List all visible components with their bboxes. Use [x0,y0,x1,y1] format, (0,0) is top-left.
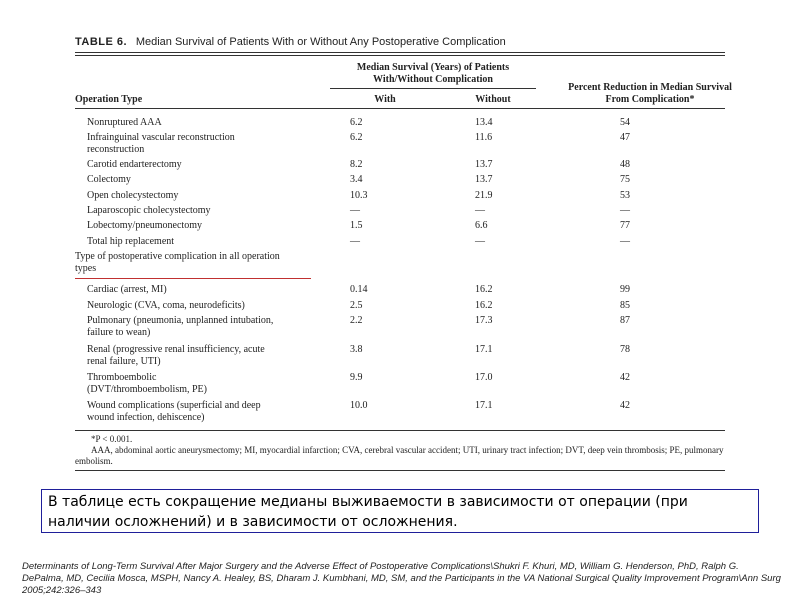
row-name: Carotid endarterectomy [87,159,182,170]
row-with: — [350,236,360,247]
complication-name: Pulmonary (pneumonia, unplanned intubation, failure to wean) [87,315,274,338]
row-pct: 75 [620,174,630,185]
complication-pct: 87 [620,315,630,326]
section-label: Type of postoperative complication in all operation types [75,251,280,274]
complication-pct: 85 [620,300,630,311]
table-footnotes [75,430,725,471]
row-name: Colectomy [87,174,131,185]
complication-with: 10.0 [350,400,368,411]
complication-without: 17.1 [475,344,493,355]
row-without: 21.9 [475,190,493,201]
complication-name: Renal (progressive renal insufficiency, acute renal failure, UTI) [87,344,265,367]
complication-pct: 42 [620,372,630,383]
row-with: — [350,205,360,216]
complication-without: 17.1 [475,400,493,411]
table-title: Median Survival of Patients With or Without Any Postoperative Complication [135,36,506,48]
row-pct: — [620,205,630,216]
row-without: 13.7 [475,174,493,185]
complication-with: 2.2 [350,315,363,326]
row-without: 13.4 [475,117,493,128]
row-pct: — [620,236,630,247]
row-with: 10.3 [350,190,368,201]
footnote-p: *P < 0.001. [91,434,133,444]
complication-pct: 99 [620,284,630,295]
complication-without: 16.2 [475,284,493,295]
row-name: Infrainguinal vascular reconstruction reconstruction [87,132,235,155]
summary-note: В таблице есть сокращение медианы выживаемости в зависимости от операции (при наличии осложнений) и в зависимости от осложнения. [41,489,759,533]
row-pct: 54 [620,117,630,128]
row-name: Laparoscopic cholecystectomy [87,205,211,216]
header-without: Without [475,94,511,105]
complication-without: 17.3 [475,315,493,326]
row-without: 11.6 [475,132,493,143]
row-pct: 47 [620,132,630,143]
survival-table [75,36,732,423]
row-pct: 53 [620,190,630,201]
header-group-rule [330,88,536,89]
row-pct: 48 [620,159,630,170]
row-with: 3.4 [350,174,363,185]
row-without: — [475,236,485,247]
header-with: With [374,94,396,105]
row-pct: 77 [620,220,630,231]
table-title-row [75,36,725,53]
complication-name: Cardiac (arrest, MI) [87,284,167,295]
row-with: 8.2 [350,159,363,170]
row-with: 6.2 [350,117,363,128]
footnote-bottom-rule [75,470,725,471]
citation: Determinants of Long-Term Survival After Major Surgery and the Adverse Effect of Postoperative Complications\Shukri F. Khuri, MD, William G. Henderson, PhD, Ralph G. DePalma, MD, Cecilia Mosca, MSPH, Nancy A. Healey, BS, Dharam J. Kumbhani, MD, SM, and the Participants in the VA National Surgical Quality Improvement Program\Ann Surg 2005;242:326–343 [22,561,781,596]
row-name: Total hip replacement [87,236,175,247]
table-header [75,56,732,109]
header-group: Median Survival (Years) of Patients With/Without Complication [356,62,510,85]
complication-with: 3.8 [350,344,363,355]
row-with: 1.5 [350,220,363,231]
header-percent: Percent Reduction in Median Survival From Complication* [568,82,732,105]
table-label: TABLE 6. [75,36,128,48]
header-operation: Operation Type [75,94,143,105]
complication-name: Neurologic (CVA, coma, neurodeficits) [87,300,245,311]
row-without: 13.7 [475,159,493,170]
complication-pct: 78 [620,344,630,355]
complication-with: 9.9 [350,372,363,383]
complication-pct: 42 [620,400,630,411]
section-underline [75,278,311,279]
complication-without: 17.0 [475,372,493,383]
footnote-rule [75,430,725,431]
row-without: 6.6 [475,220,488,231]
complication-without: 16.2 [475,300,493,311]
complication-with: 2.5 [350,300,363,311]
footnote-abbreviations: AAA, abdominal aortic aneurysmectomy; MI, myocardial infarction; CVA, cerebral vascular accident; UTI, urinary tract infection; DVT, deep vein thrombosis; PE, pulmonary embolism. [75,445,724,466]
row-name: Lobectomy/pneumonectomy [87,220,202,231]
row-name: Nonruptured AAA [87,117,162,128]
complication-name: Wound complications (superficial and deep wound infection, dehiscence) [87,400,261,423]
row-without: — [475,205,485,216]
complication-name: Thromboembolic (DVT/thromboembolism, PE) [87,372,207,395]
complication-with: 0.14 [350,284,368,295]
row-with: 6.2 [350,132,363,143]
row-name: Open cholecystectomy [87,190,179,201]
